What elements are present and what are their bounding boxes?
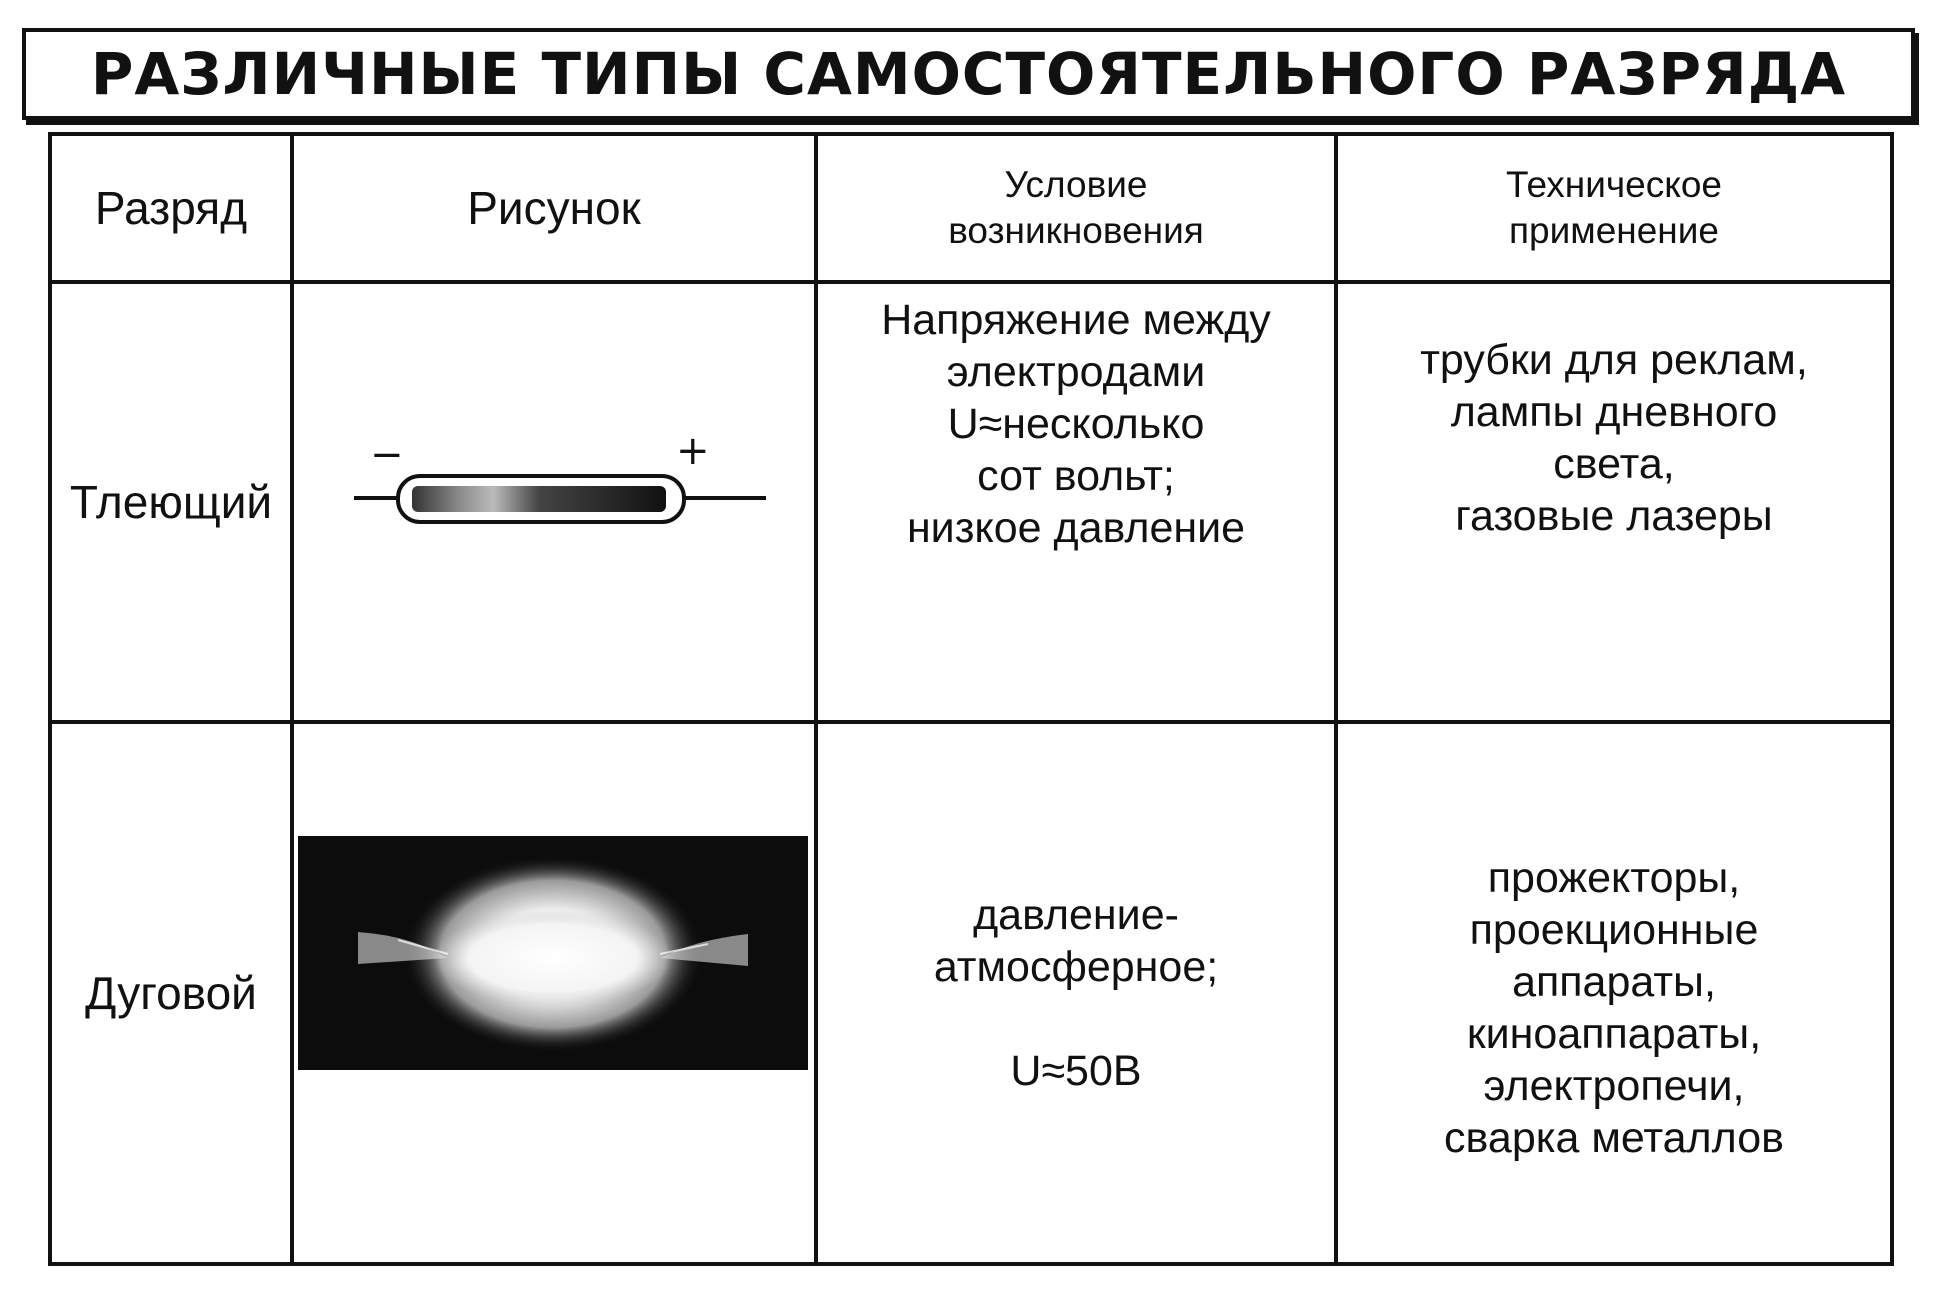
header-condition-line1: Условие bbox=[1004, 164, 1148, 205]
condition-cell-arc bbox=[816, 722, 1336, 1264]
arc-core bbox=[433, 910, 673, 1006]
header-picture bbox=[292, 134, 816, 282]
title-box bbox=[22, 28, 1915, 120]
application-glow-line: трубки для реклам, bbox=[1420, 336, 1808, 384]
application-cell-arc bbox=[1336, 722, 1892, 1264]
condition-arc-line: атмосферное; bbox=[933, 943, 1219, 991]
header-application-line2: применение bbox=[1509, 210, 1719, 251]
header-picture-label: Рисунок bbox=[467, 182, 641, 234]
condition-arc-line: давление- bbox=[973, 891, 1179, 939]
condition-arc-spacer bbox=[818, 993, 1334, 1045]
condition-arc-line: U≈50В bbox=[1010, 1047, 1142, 1095]
discharge-name-arc: Дуговой bbox=[50, 722, 292, 1264]
header-discharge-label: Разряд bbox=[94, 182, 248, 234]
tube-minus-label: − bbox=[370, 432, 404, 478]
application-glow-line: лампы дневного bbox=[1450, 388, 1778, 436]
application-arc-line: киноаппараты, bbox=[1466, 1010, 1762, 1058]
application-arc-line: электропечи, bbox=[1483, 1062, 1745, 1110]
condition-glow-line: Напряжение между bbox=[881, 296, 1271, 344]
condition-glow-line: U≈несколько bbox=[947, 400, 1205, 448]
table-header-row bbox=[50, 134, 1892, 282]
header-application-line1: Техническое bbox=[1505, 164, 1722, 205]
discharge-name-glow: Тлеющий bbox=[50, 282, 292, 722]
application-cell-glow bbox=[1336, 282, 1892, 722]
header-condition-line2: возникновения bbox=[948, 210, 1204, 251]
picture-cell-glow bbox=[292, 282, 816, 722]
glow-column bbox=[412, 486, 666, 512]
header-application bbox=[1336, 134, 1892, 282]
condition-cell-glow bbox=[816, 282, 1336, 722]
application-arc-line: сварка металлов bbox=[1444, 1114, 1784, 1162]
table-row-glow bbox=[50, 282, 1892, 722]
condition-glow-line: сот вольт; bbox=[977, 452, 1175, 500]
condition-glow-line: электродами bbox=[946, 348, 1206, 396]
page-title: РАЗЛИЧНЫЕ ТИПЫ САМОСТОЯТЕЛЬНОГО РАЗРЯДА bbox=[90, 40, 1847, 108]
application-arc-line: прожекторы, bbox=[1487, 854, 1741, 902]
application-glow-line: газовые лазеры bbox=[1455, 492, 1773, 540]
discharge-types-table bbox=[48, 132, 1894, 1266]
application-arc-line: проекционные bbox=[1469, 906, 1759, 954]
application-glow-line: света, bbox=[1553, 440, 1675, 488]
electric-arc-photo-icon bbox=[298, 836, 808, 1070]
application-arc-line: аппараты, bbox=[1512, 958, 1716, 1006]
header-discharge bbox=[50, 134, 292, 282]
condition-glow-line: низкое давление bbox=[906, 504, 1246, 552]
tube-plus-label: + bbox=[676, 432, 710, 474]
header-condition bbox=[816, 134, 1336, 282]
glow-discharge-tube-icon bbox=[354, 432, 774, 552]
picture-cell-arc bbox=[292, 722, 816, 1264]
table-row-arc bbox=[50, 722, 1892, 1264]
